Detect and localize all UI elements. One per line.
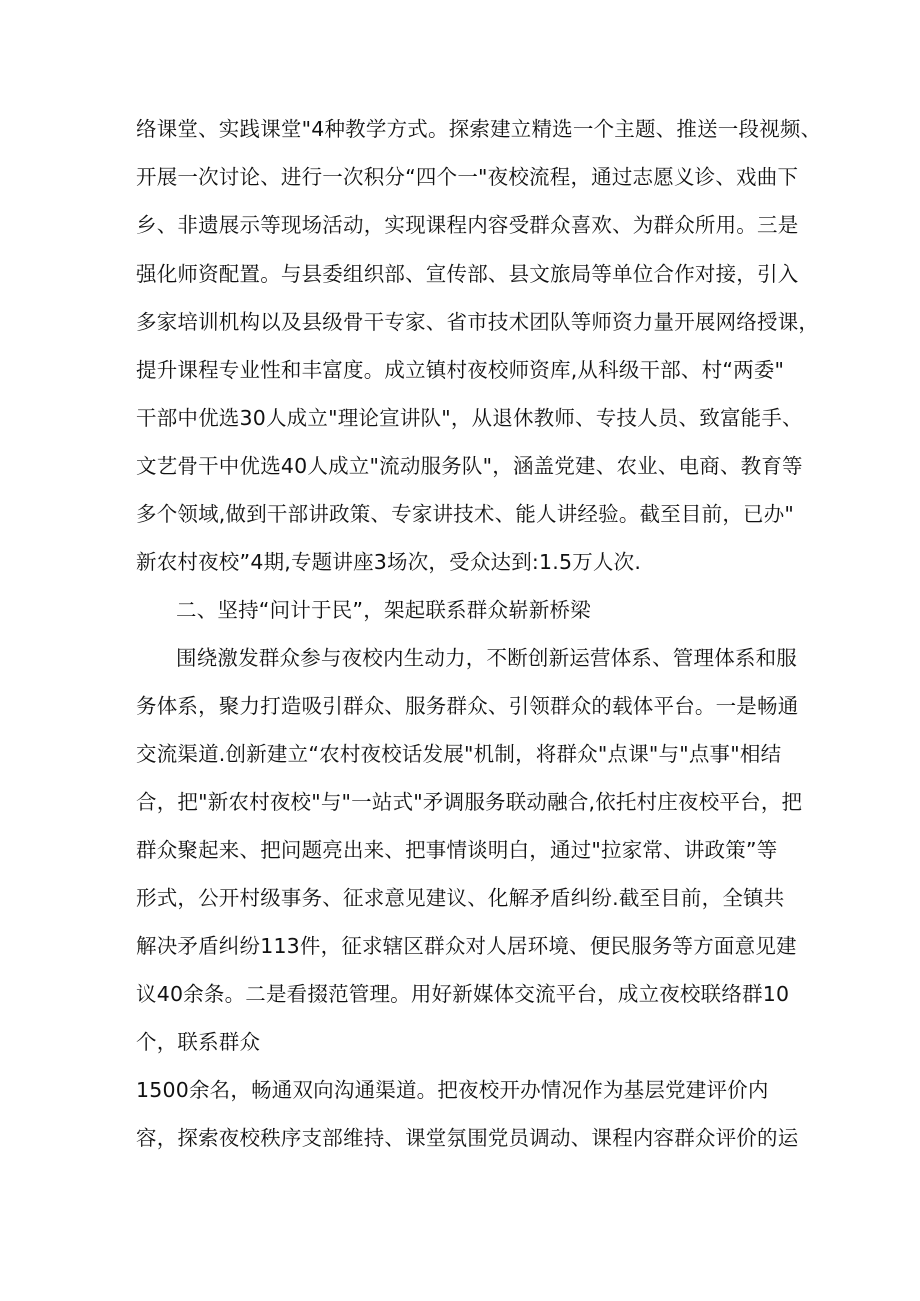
- text-line: 群众聚起来、把问题亮出来、把事情谈明白，通过"拉家常、讲政策”等: [136, 838, 778, 862]
- text-line: 务体系，聚力打造吸引群众、服务群众、引领群众的载体平台。一是畅通: [136, 694, 799, 718]
- text-line: 形式，公开村级事务、征求意见建议、化解矛盾纠纷.截至目前，全镇共: [136, 886, 785, 910]
- section-heading: 二、坚持“问计于民”，架起联系群众崭新桥梁: [176, 598, 591, 622]
- text-line: 1500余名，畅通双向沟通渠道。把夜校开办情况作为基层党建评价内: [136, 1078, 769, 1102]
- text-line: 解决矛盾纠纷113件，征求辖区群众对人居环境、便民服务等方面意见建: [136, 934, 797, 958]
- text-line: 强化师资配置。与县委组织部、宣传部、县文旅局等单位合作对接，引入: [136, 262, 799, 286]
- text-line: 开展一次讨论、进行一次积分“四个一"夜校流程，通过志愿义诊、戏曲下: [136, 165, 799, 189]
- text-line: 文艺骨干中优选40人成立"流动服务队"，涵盖党建、农业、电商、教育等: [136, 454, 803, 478]
- text-line: 提升课程专业性和丰富度。成立镇村夜校师资库,从科级干部、村“两委": [136, 358, 785, 382]
- text-line: 个，联系群众: [136, 1030, 261, 1054]
- text-line: 围绕激发群众参与夜校内生动力，不断创新运营体系、管理体系和服: [176, 646, 797, 670]
- text-line: 干部中优选30人成立"理论宣讲队"，从退休教师、专技人员、致富能手、: [136, 406, 803, 430]
- text-line: 多家培训机构以及县级骨干专家、省市技术团队等师资力量开展网络授课，: [136, 310, 820, 334]
- text-line: 乡、非遗展示等现场活动，实现课程内容受群众喜欢、为群众所用。三是: [136, 213, 799, 237]
- text-line: 议40余条。二是看掇范管理。用好新媒体交流平台，成立夜校联络群10: [136, 982, 790, 1006]
- text-line: 容，探索夜校秩序支部维持、课堂氛围党员调动、课程内容群众评价的运: [136, 1126, 799, 1150]
- text-line: 合，把"新农村夜校"与"一站式"矛调服务联动融合,依托村庄夜校平台，把: [136, 790, 803, 814]
- text-line: 络课堂、实践课堂"4种教学方式。探索建立精选一个主题、推送一段视频、: [136, 117, 822, 141]
- text-line: 交流渠道.创新建立“农村夜校话发展"机制，将群众"点课"与"点事"相结: [136, 742, 782, 766]
- text-line: 新农村夜校”4期,专题讲座3场次，受众达到:1.5万人次.: [136, 550, 642, 574]
- text-line: 多个领域,做到干部讲政策、专家讲技术、能人讲经验。截至目前，已办": [136, 502, 795, 526]
